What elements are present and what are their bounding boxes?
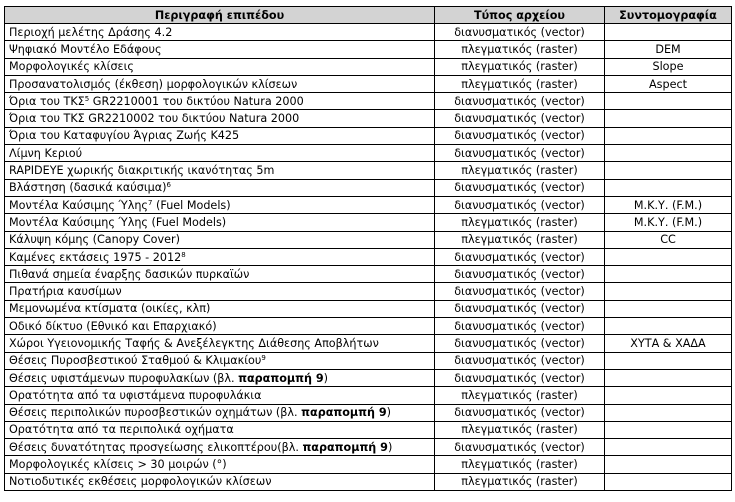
footnote-marker: 8	[181, 250, 186, 259]
layer-description-text: )	[387, 440, 393, 454]
table-row	[5, 335, 732, 352]
table-row	[5, 231, 732, 248]
file-type-cell: πλεγματικός (raster)	[435, 231, 605, 248]
table-row	[5, 421, 732, 438]
table-row	[5, 352, 732, 369]
table-row	[5, 58, 732, 75]
footnote-marker: 6	[166, 181, 171, 190]
abbreviation-cell	[605, 456, 732, 473]
footnote-reference: παραπομπή 9	[238, 371, 324, 385]
abbreviation-cell	[605, 283, 732, 300]
layer-description-text: (Fuel Models)	[152, 198, 231, 212]
layer-description-cell	[5, 473, 435, 490]
layer-description-text: Κάλυψη κόμης (Canopy Cover)	[9, 233, 180, 247]
layer-description-cell	[5, 421, 435, 438]
abbreviation-cell	[605, 179, 732, 196]
abbreviation-cell: DEM	[605, 41, 732, 58]
file-type-cell: διανυσματικός (vector)	[435, 352, 605, 369]
footnote-reference: παραπομπή 9	[301, 406, 387, 420]
layer-description-text: Λίμνη Κεριού	[9, 146, 83, 160]
layer-description-cell	[5, 214, 435, 231]
layer-description-text: Πιθανά σημεία έναρξης δασικών πυρκαϊών	[9, 267, 250, 281]
file-type-cell: διανυσματικός (vector)	[435, 318, 605, 335]
table-row	[5, 248, 732, 265]
file-type-cell: πλεγματικός (raster)	[435, 214, 605, 231]
footnote-reference: παραπομπή 9	[302, 440, 388, 454]
layer-description-cell	[5, 127, 435, 144]
table-row	[5, 110, 732, 127]
layers-table	[4, 6, 732, 491]
layer-description-text: RAPIDEYE χωρικής διακριτικής ικανότητας 5m	[9, 164, 275, 178]
layer-description-cell	[5, 404, 435, 421]
table-row	[5, 179, 732, 196]
file-type-cell: διανυσματικός (vector)	[435, 283, 605, 300]
abbreviation-cell	[605, 369, 732, 386]
layer-description-text: Χώροι Υγειονομικής Ταφής & Ανεξέλεγκτης Διάθεσης Αποβλήτων	[9, 336, 379, 350]
layer-description-text: Οδικό δίκτυο (Εθνικό και Επαρχιακό)	[9, 319, 217, 333]
layer-description-text: Μοντέλα Καύσιμης Ύλης (Fuel Models)	[9, 215, 227, 229]
layer-description-cell	[5, 24, 435, 41]
layer-description-text: Όρια του Καταφυγίου Άγριας Ζωής Κ425	[9, 129, 240, 143]
layer-description-cell	[5, 110, 435, 127]
file-type-cell: διανυσματικός (vector)	[435, 369, 605, 386]
table-row	[5, 473, 732, 490]
layer-description-cell	[5, 369, 435, 386]
layer-description-cell	[5, 335, 435, 352]
layer-description-text: Όρια του ΤΚΣ GR2210002 του δικτύου Natura 2000	[9, 112, 300, 126]
header-abbreviation: Συντομογραφία	[605, 7, 732, 24]
layer-description-cell	[5, 145, 435, 162]
file-type-cell: διανυσματικός (vector)	[435, 127, 605, 144]
file-type-cell: πλεγματικός (raster)	[435, 387, 605, 404]
abbreviation-cell: Μ.Κ.Υ. (F.M.)	[605, 196, 732, 213]
layer-description-cell	[5, 352, 435, 369]
layer-description-text: Προσανατολισμός (έκθεση) μορφολογικών κλίσεων	[9, 77, 298, 91]
layer-description-cell	[5, 196, 435, 213]
table-row	[5, 214, 732, 231]
table-row	[5, 404, 732, 421]
file-type-cell: διανυσματικός (vector)	[435, 196, 605, 213]
file-type-cell: διανυσματικός (vector)	[435, 179, 605, 196]
footnote-marker: 5	[84, 94, 90, 103]
table-row	[5, 75, 732, 92]
abbreviation-cell	[605, 127, 732, 144]
abbreviation-cell: CC	[605, 231, 732, 248]
abbreviation-cell	[605, 439, 732, 456]
table-row	[5, 162, 732, 179]
table-row	[5, 41, 732, 58]
layer-description-text: Μορφολογικές κλίσεις > 30 μοιρών (°)	[9, 458, 227, 472]
layer-description-cell	[5, 248, 435, 265]
layer-description-text: Βλάστηση (δασικά καύσιμα)	[9, 181, 167, 195]
abbreviation-cell	[605, 318, 732, 335]
layer-description-cell	[5, 231, 435, 248]
table-row	[5, 24, 732, 41]
layer-description-cell	[5, 93, 435, 110]
abbreviation-cell: Aspect	[605, 75, 732, 92]
file-type-cell: διανυσματικός (vector)	[435, 145, 605, 162]
abbreviation-cell	[605, 162, 732, 179]
layer-description-text: Περιοχή μελέτης Δράσης 4.2	[9, 25, 173, 39]
table-row	[5, 266, 732, 283]
layer-description-text: Θέσεις περιπολικών πυροσβεστικών οχημάτων (βλ.	[9, 406, 302, 420]
layer-description-text: Νοτιοδυτικές εκθέσεις μορφολογικών κλίσεων	[9, 475, 272, 489]
layer-description-text: Ψηφιακό Μοντέλο Εδάφους	[9, 42, 162, 56]
layer-description-cell	[5, 75, 435, 92]
file-type-cell: πλεγματικός (raster)	[435, 58, 605, 75]
file-type-cell: διανυσματικός (vector)	[435, 439, 605, 456]
table-row	[5, 387, 732, 404]
file-type-cell: διανυσματικός (vector)	[435, 300, 605, 317]
table-row	[5, 127, 732, 144]
abbreviation-cell	[605, 93, 732, 110]
layer-description-cell	[5, 179, 435, 196]
footnote-marker: 7	[147, 198, 153, 207]
layer-description-cell	[5, 300, 435, 317]
layer-description-text: )	[386, 406, 392, 420]
abbreviation-cell	[605, 421, 732, 438]
layer-description-text: Θέσεις Πυροσβεστικού Σταθμού & Κλιμακίου	[9, 354, 262, 368]
layer-description-text: )	[323, 371, 328, 385]
table-row	[5, 318, 732, 335]
abbreviation-cell: ΧΥΤΑ & ΧΑΔΑ	[605, 335, 732, 352]
layer-description-text: Μοντέλα Καύσιμης Ύλης	[9, 198, 148, 212]
abbreviation-cell: Slope	[605, 58, 732, 75]
abbreviation-cell	[605, 24, 732, 41]
file-type-cell: πλεγματικός (raster)	[435, 41, 605, 58]
file-type-cell: πλεγματικός (raster)	[435, 75, 605, 92]
abbreviation-cell	[605, 387, 732, 404]
layer-description-cell	[5, 456, 435, 473]
abbreviation-cell	[605, 145, 732, 162]
table-row	[5, 369, 732, 386]
table-row	[5, 196, 732, 213]
abbreviation-cell	[605, 300, 732, 317]
table-row	[5, 93, 732, 110]
table-row	[5, 283, 732, 300]
file-type-cell: διανυσματικός (vector)	[435, 93, 605, 110]
table-header-row	[5, 7, 732, 24]
file-type-cell: πλεγματικός (raster)	[435, 421, 605, 438]
layer-description-text: Καμένες εκτάσεις 1975 - 2012	[9, 250, 182, 264]
file-type-cell: διανυσματικός (vector)	[435, 335, 605, 352]
layer-description-cell	[5, 439, 435, 456]
file-type-cell: πλεγματικός (raster)	[435, 162, 605, 179]
file-type-cell: διανυσματικός (vector)	[435, 266, 605, 283]
table-row	[5, 456, 732, 473]
layer-description-text: Μεμονωμένα κτίσματα (οικίες, κλπ)	[9, 302, 211, 316]
layer-description-cell	[5, 266, 435, 283]
header-file-type: Τύπος αρχείου	[435, 7, 605, 24]
footnote-marker: 9	[261, 354, 266, 363]
file-type-cell: διανυσματικός (vector)	[435, 110, 605, 127]
table-row	[5, 145, 732, 162]
layer-description-cell	[5, 387, 435, 404]
layer-description-text: Όρια του ΤΚΣ	[9, 94, 85, 108]
layer-description-cell	[5, 58, 435, 75]
abbreviation-cell	[605, 110, 732, 127]
file-type-cell: πλεγματικός (raster)	[435, 456, 605, 473]
abbreviation-cell	[605, 473, 732, 490]
table-row	[5, 300, 732, 317]
file-type-cell: διανυσματικός (vector)	[435, 404, 605, 421]
abbreviation-cell: Μ.Κ.Υ. (F.M.)	[605, 214, 732, 231]
abbreviation-cell	[605, 404, 732, 421]
layer-description-cell	[5, 318, 435, 335]
abbreviation-cell	[605, 352, 732, 369]
file-type-cell: διανυσματικός (vector)	[435, 24, 605, 41]
table-row	[5, 439, 732, 456]
layer-description-cell	[5, 283, 435, 300]
layer-description-text: Ορατότητα από τα περιπολικά οχήματα	[9, 423, 234, 437]
file-type-cell: πλεγματικός (raster)	[435, 473, 605, 490]
layer-description-text: Θέσεις δυνατότητας προσγείωσης ελικοπτέρου(βλ.	[9, 440, 303, 454]
abbreviation-cell	[605, 266, 732, 283]
layer-description-text: Πρατήρια καυσίμων	[9, 285, 122, 299]
layer-description-cell	[5, 162, 435, 179]
layer-description-cell	[5, 41, 435, 58]
file-type-cell: διανυσματικός (vector)	[435, 248, 605, 265]
header-layer-description: Περιγραφή επιπέδου	[5, 7, 435, 24]
layer-description-text: Ορατότητα από τα υφιστάμενα πυροφυλάκια	[9, 388, 262, 402]
layer-description-text: GR2210001 του δικτύου Natura 2000	[89, 94, 304, 108]
layer-description-text: Μορφολογικές κλίσεις	[9, 60, 134, 74]
abbreviation-cell	[605, 248, 732, 265]
layer-description-text: Θέσεις υφιστάμενων πυροφυλακίων (βλ.	[9, 371, 239, 385]
